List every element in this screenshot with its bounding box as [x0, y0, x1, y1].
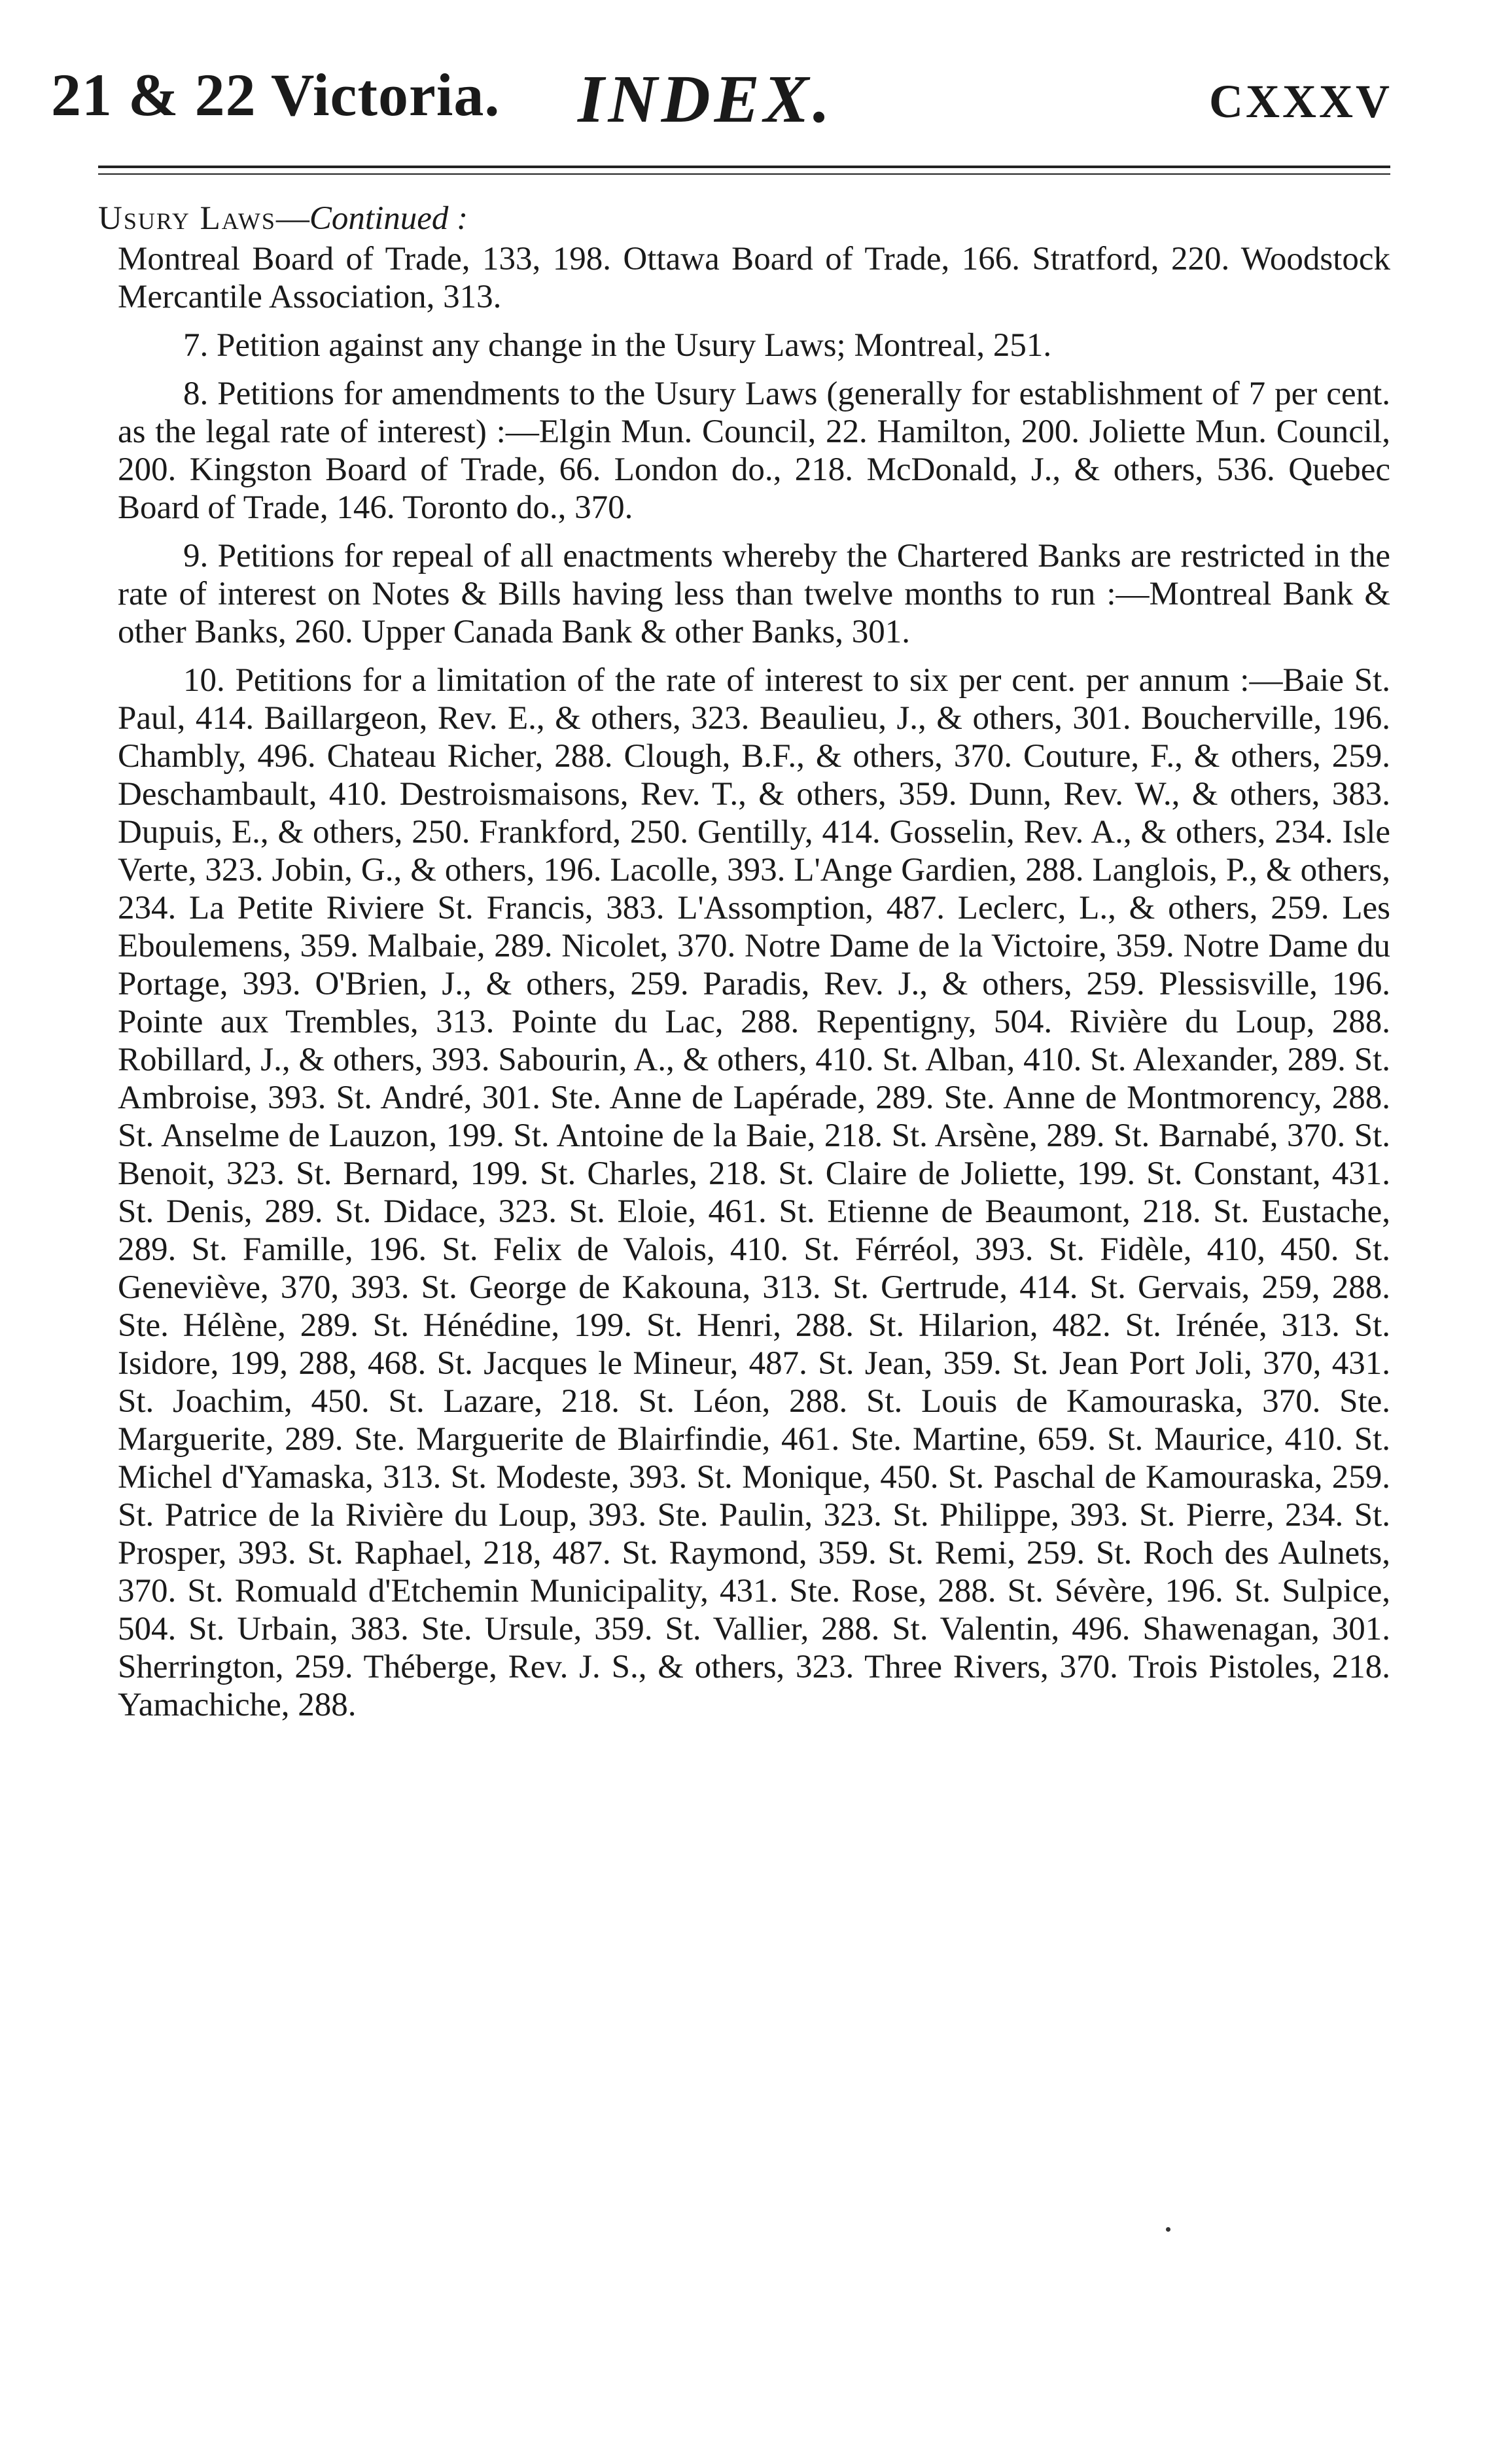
index-content [98, 200, 1390, 1734]
header-title: INDEX. [578, 62, 834, 137]
entry-number: 7. [183, 327, 209, 364]
header-volume: 21 & 22 Victoria. [51, 62, 501, 128]
header-rule-thick [98, 166, 1390, 168]
section-continued: Continued : [309, 200, 468, 237]
entry-number: 8. [183, 376, 209, 412]
index-entry-8 [98, 375, 1390, 527]
index-entry-9 [98, 537, 1390, 651]
section-dash: — [275, 200, 309, 237]
entry-text: Montreal Board of Trade, 133, 198. Ottawa Board of Trade, 166. Stratford, 220. Woodstock Mercantile Association, 313. [118, 241, 1390, 315]
entry-text: Petitions for amendments to the Usury Laws (generally for establishment of 7 per cent. as the legal rate of interest) :—Elgin Mun. Council, 22. Hamilton, 200. Joliette Mun. Council, 200. Kingston Board of Trade, 66. London do., 218. McDonald, J., & others, 536. Quebec Board of Trade, 146. Toronto do., 370. [118, 376, 1391, 526]
index-entry-continued [98, 240, 1390, 316]
header-page-number: CXXXV [1209, 75, 1392, 128]
page-header [51, 60, 1392, 145]
entry-number: 9. [183, 538, 209, 574]
section-heading [98, 200, 1390, 237]
header-rule-thin [98, 173, 1390, 175]
entry-text: Petition against any change in the Usury Laws; Montreal, 251. [217, 327, 1052, 364]
print-speck [1166, 2227, 1170, 2232]
entry-text: Petitions for repeal of all enactments whereby the Chartered Banks are restricted in the rate of interest on Notes & Bills having less than twelve months to run :—Montreal Bank & other Banks, 260. Upper Canada Bank & other Banks, 301. [118, 538, 1391, 650]
index-entry-7 [98, 326, 1390, 364]
entry-text: Petitions for a limitation of the rate of interest to six per cent. per annum :—Baie St. Paul, 414. Baillargeon, Rev. E., & others, 323. Beaulieu, J., & others, 301. Boucherville, 196. Chambly, 496. Chateau Richer, 288. Clough, B.F., & others, 370. Couture, F., & others, 259. Deschambault, 410. Destroismaisons, Rev. T., & others, 359. Dunn, Rev. W., & others, 383. Dupuis, E., & others, 250. Frankford, 250. Gentilly, 414. Gosselin, Rev. A., & others, 234. Isle Verte, 323. Jobin, G., & others, 196. Lacolle, 393. L'Ange Gardien, 288. Langlois, P., & others, 234. La Petite Riviere St. Francis, 383. L'Assomption, 487. Leclerc, L., & others, 259. Les Eboulemens, 359. Malbaie, 289. Nicolet, 370. Notre Dame de la Victoire, 359. Notre Dame du Portage, 393. O'Brien, J., & others, 259. Paradis, Rev. J., & others, 259. Plessisville, 196. Pointe aux Trembles, 313. Pointe du Lac, 288. Repentigny, 504. Rivière du Loup, 288. Robillard, J., & others, 393. Sabourin, A., & others, 410. St. Alban, 410. St. Alexander, 289. St. Ambroise, 393. St. André, 301. Ste. Anne de Lapérade, 289. Ste. Anne de Montmorency, 288. St. Anselme de Lauzon, 199. St. Antoine de la Baie, 218. St. Arsène, 289. St. Barnabé, 370. St. Benoit, 323. St. Bernard, 199. St. Charles, 218. St. Claire de Joliette, 199. St. Constant, 431. St. Denis, 289. St. Didace, 323. St. Eloie, 461. St. Etienne de Beaumont, 218. St. Eustache, 289. St. Famille, 196. St. Felix de Valois, 410. St. Férréol, 393. St. Fidèle, 410, 450. St. Geneviève, 370, 393. St. George de Kakouna, 313. St. Gertrude, 414. St. Gervais, 259, 288. Ste. Hélène, 289. St. Hénédine, 199. St. Henri, 288. St. Hilarion, 482. St. Irénée, 313. St. Isidore, 199, 288, 468. St. Jacques le Mineur, 487. St. Jean, 359. St. Jean Port Joli, 370, 431. St. Joachim, 450. St. Lazare, 218. St. Léon, 288. St. Louis de Kamouraska, 370. Ste. Marguerite, 289. Ste. Marguerite de Blairfindie, 461. Ste. Martine, 659. St. Maurice, 410. St. Michel d'Yamaska, 313. St. Modeste, 393. St. Monique, 450. St. Paschal de Kamouraska, 259. St. Patrice de la Rivière du Loup, 393. Ste. Paulin, 323. St. Philippe, 393. St. Pierre, 234. St. Prosper, 393. St. Raphael, 218, 487. St. Raymond, 359. St. Remi, 259. St. Roch des Aulnets, 370. St. Romuald d'Etchemin Municipality, 431. Ste. Rose, 288. St. Sévère, 196. St. Sulpice, 504. St. Urbain, 383. Ste. Ursule, 359. St. Vallier, 288. St. Valentin, 496. Shawenagan, 301. Sherrington, 259. Théberge, Rev. J. S., & others, 323. Three Rivers, 370. Trois Pistoles, 218. Yamachiche, 288. [118, 662, 1391, 1723]
section-name: Usury Laws [98, 200, 276, 237]
entry-number: 10. [183, 662, 225, 699]
index-entry-10 [98, 661, 1390, 1724]
